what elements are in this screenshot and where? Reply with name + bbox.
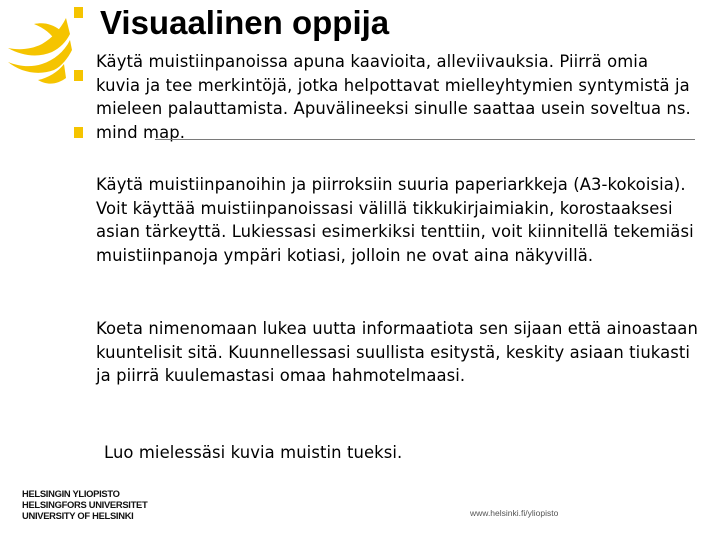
paragraph-visual-notes: Käytä muistiinpanoissa apuna kaavioita, alleviivauksia. Piirrä omia kuvia ja tee merkintöjä, jotka helpottavat mielleyhtymien syntymistä ja mieleen palauttamista. Apuvälineeksi sinulle saattaa usein soveltua ns. mind map. bbox=[96, 52, 691, 142]
paragraph-reading: Koeta nimenomaan lukea uutta informaatiota sen sijaan että ainoastaan kuuntelisit sitä. Kuunnellessasi suullista esitystä, keskity asiaan tiukasti ja piirrä kuulemastasi omaa hahmotelmaasi. bbox=[96, 319, 698, 385]
university-logo-text bbox=[22, 488, 147, 521]
footer-url: www.helsinki.fi/yliopisto bbox=[470, 508, 559, 518]
paragraph-paper-sheets: Käytä muistiinpanoihin ja piirroksiin suuria paperiarkkeja (A3-kokoisia). Voit käyttää muistiinpanoissasi välillä tikkukirjaimiakin, korostaaksesi asian tärkeyttä. Lukiessasi esimerkiksi tenttiin, voit kiinnitellä tekemiäsi muistiinpanoja ympäri kotiasi, jolloin ne ovat aina näkyvillä. bbox=[96, 175, 694, 265]
logo-line-sv: HELSINGFORS UNIVERSITET bbox=[22, 499, 148, 510]
slide-title: Visuaalinen oppija bbox=[100, 4, 390, 41]
paragraph-mental-images: Luo mielessäsi kuvia muistin tueksi. bbox=[104, 443, 403, 462]
flame-logo-icon bbox=[0, 0, 100, 150]
logo-line-en: UNIVERSITY OF HELSINKI bbox=[22, 510, 134, 521]
title-divider bbox=[155, 139, 695, 140]
logo-line-fi: HELSINGIN YLIOPISTO bbox=[22, 488, 120, 499]
